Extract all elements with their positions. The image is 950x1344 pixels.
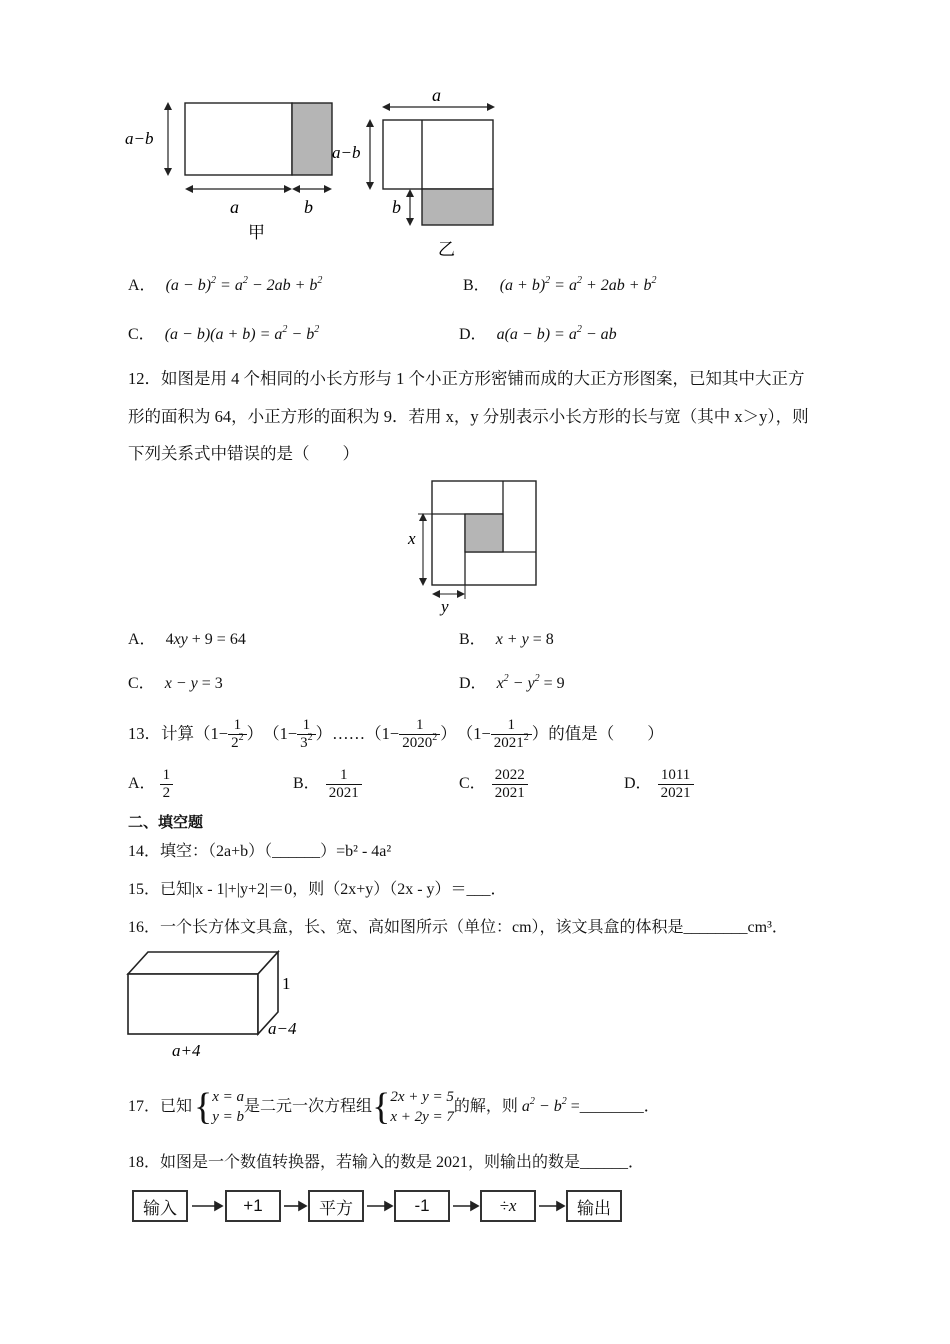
arrow-icon xyxy=(557,1202,564,1210)
q15-text: 15．已知|x - 1|+|y+2|＝0，则（2x+y）（2x - y）＝___． xyxy=(128,881,507,898)
flow-minus-one-box: -1 xyxy=(394,1190,450,1222)
flow-arrows xyxy=(188,1196,568,1216)
flow-square-box: 平方 xyxy=(308,1190,364,1222)
q13-option-d: D． $\frac{1011}{2021}$ xyxy=(624,764,694,804)
flow-output-box: 输出 xyxy=(566,1190,622,1222)
q13-stem: 13．计算 （ 1 − $\frac{1}{2^2}$ ） （ 1 − $\frac{1}{3^2}$ ） …… （ 1 − $\frac{1}{2020^2}$ ） （ 1 − $\frac{1}{2021^2}$ ） 的值是（ ） xyxy=(128,716,664,751)
q17-system-2: 2x + y = 5 x + 2y = 7 xyxy=(390,1089,454,1125)
q12-y-label: y xyxy=(441,597,449,616)
q18-text: 18．如图是一个数值转换器，若输入的数是 2021，则输出的数是______． xyxy=(128,1154,645,1171)
q11-option-b: B． $(a + b)^2 = a^2 + 2ab + b^2$ xyxy=(463,275,657,294)
q13-option-a: A． $\frac{1}{2}$ xyxy=(128,764,173,804)
figure-yi xyxy=(330,85,520,260)
q13-term-4: $\frac{1}{2021^2}$ xyxy=(491,717,532,752)
arrow-icon xyxy=(299,1202,306,1210)
section-heading: 二、填空题 xyxy=(128,814,204,831)
q16-height-label: 1 xyxy=(282,974,291,993)
q12-option-a: A． 4xy + 9 = 64 xyxy=(128,631,246,648)
arrow-icon xyxy=(385,1202,392,1210)
flow-add-one-box: +1 xyxy=(225,1190,281,1222)
q12-line3: 下列关系式中错误的是（ ） xyxy=(128,444,359,463)
q12-line1: 12．如图是用 4 个相同的小长方形与 1 个小正方形密铺而成的大正方形图案，已知其中大正方 xyxy=(128,369,805,388)
yi-side-label: a−b xyxy=(332,143,361,162)
jia-label: 甲 xyxy=(248,223,265,242)
figure-jia xyxy=(120,88,350,248)
yi-a-label: a xyxy=(432,85,441,105)
q17-system-1: x = a y = b xyxy=(212,1089,245,1125)
q16-length-label: a+4 xyxy=(172,1041,201,1060)
q13-option-b: B． $\frac{1}{2021}$ xyxy=(293,764,362,804)
q12-x-label: x xyxy=(408,529,416,548)
q13-term-3: $\frac{1}{2020^2}$ xyxy=(399,717,440,752)
yi-label: 乙 xyxy=(438,240,455,259)
yi-b-label: b xyxy=(392,197,401,217)
arrow-icon xyxy=(215,1202,222,1210)
q11-option-a: A． $(a - b)^2 = a^2 - 2ab + b^2$ xyxy=(128,275,323,294)
q13-option-c: C． $\frac{2022}{2021}$ xyxy=(459,764,528,804)
q11-option-d: D． $a(a - b) = a^2$ − ab xyxy=(459,324,617,343)
q12-option-c: C． x − y = 3 xyxy=(128,675,223,692)
figure-q12-square xyxy=(405,476,545,616)
q13-term-1: $\frac{1}{2^2}$ xyxy=(228,717,247,752)
q16-width-label: a−4 xyxy=(268,1019,297,1038)
q16-text: 16．一个长方体文具盒，长、宽、高如图所示（单位：cm），该文具盒的体积是________cm³． xyxy=(128,919,788,936)
q12-option-d: D． $x^2 - y^2 = 9$ xyxy=(459,673,565,692)
jia-a-label: a xyxy=(230,197,239,217)
jia-side-label: a−b xyxy=(125,129,154,148)
flow-divide-x-box: ÷x xyxy=(480,1190,536,1222)
q12-line2: 形的面积为 64，小正方形的面积为 9．若用 x，y 分别表示小长方形的长与宽（其中 x＞y），则 xyxy=(128,407,809,426)
figure-q16-box xyxy=(120,944,320,1064)
arrow-icon xyxy=(471,1202,478,1210)
q12-option-b: B． x + y = 8 xyxy=(459,631,554,648)
q14-text: 14．填空：（2a+b）（______）=b² - 4a² xyxy=(128,843,392,860)
jia-b-label: b xyxy=(304,197,313,217)
flow-input-box: 输入 xyxy=(132,1190,188,1222)
q13-term-2: $\frac{1}{3^2}$ xyxy=(297,717,316,752)
q17-stem: 17．已知 { x = a y = b 是二元一次方程组 { 2x + y = 5 x + 2y = 7 的解，则 $a^2 - b^2$ = ________． xyxy=(128,1086,660,1128)
q11-option-c: C． $(a - b)(a + b) = a^2 - b^2$ xyxy=(128,324,320,343)
